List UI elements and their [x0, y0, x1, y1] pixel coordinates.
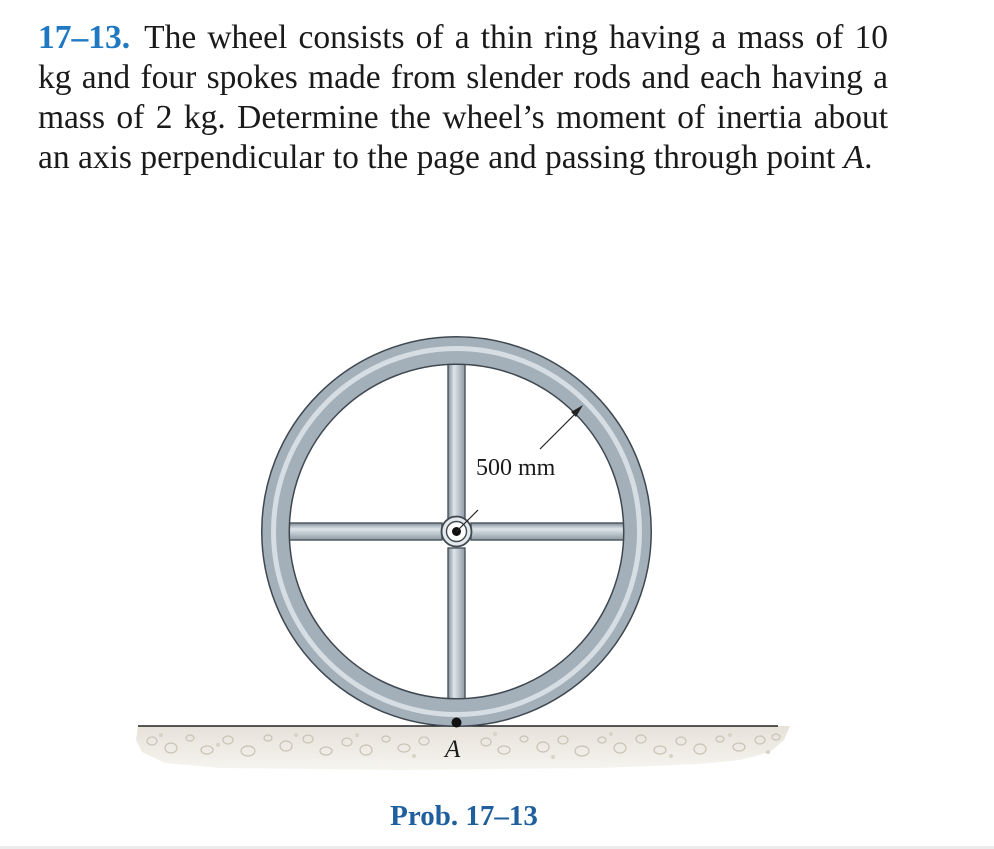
point-a-label: A: [445, 736, 461, 763]
spoke-right: [471, 523, 631, 540]
problem-point-name: A: [843, 139, 865, 176]
spoke-top: [448, 358, 465, 520]
spoke-bottom: [448, 548, 465, 704]
dimension-label: 500 mm: [476, 455, 556, 481]
spoke-left: [282, 523, 442, 540]
problem-text: The wheel consists of a thin ring having a mass of 10 kg and four spokes made from slender rods and each having a mass of 2 kg. Determine the wheel’s moment of inertia about an axis perpendicular to the page and passing through point: [38, 19, 888, 176]
figure-caption: Prob. 17–13: [390, 800, 538, 832]
problem-number: 17–13.: [38, 19, 131, 56]
radius-dimension: [457, 405, 584, 532]
ground: [136, 726, 790, 770]
problem-text-end: .: [864, 139, 873, 176]
